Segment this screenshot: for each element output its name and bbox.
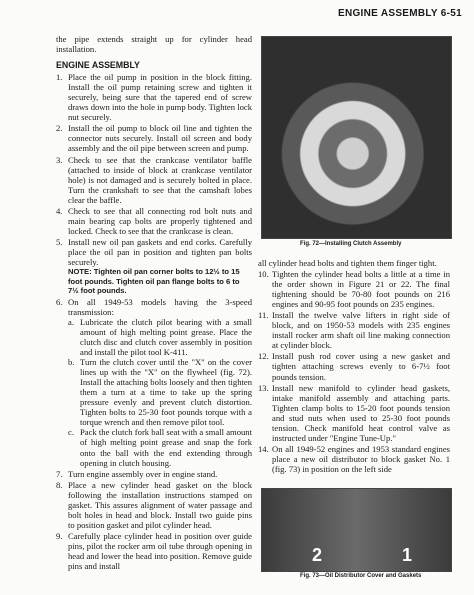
- step-text: Install the oil pump to block oil line and tighten the connector nuts securely. Install oil screen and body assembly and the oil pipe between screen and pump.: [68, 123, 252, 154]
- substep-text: Lubricate the clutch pilot bearing with a small amount of high melting point grease. Place the clutch disc and clutch cover assembly in position and install the pilot tool K-411.: [80, 316, 252, 358]
- substep-label: b.: [68, 357, 75, 368]
- step-number: 5.: [56, 236, 63, 247]
- step-item: [56, 237, 252, 267]
- substep-text: Pack the clutch fork ball seat with a small amount of high melting point grease and snap the fork onto the ball with the end extending through opening in clutch housing.: [80, 427, 252, 468]
- step-6: [56, 297, 252, 317]
- step-number: 10.: [258, 269, 269, 280]
- figure-73-caption: Fig. 73—Oil Distributor Cover and Gaskets: [300, 573, 422, 579]
- step-item: [258, 383, 450, 443]
- step-text: Install push rod cover using a new gasket and tighten attaching screws evenly to 6-7½ foot pounds tension.: [272, 351, 450, 382]
- step-text: Place the oil pump in position in the block fitting. Install the oil pump retaining screw and tighten it securely, being sure that the tapered end of screw draws down into the hole in pump body. Tighten lock nut securely.: [68, 72, 252, 123]
- note-text: NOTE: Tighten oil pan corner bolts to 12½ to 15 foot pounds. Tighten oil pan flange bolts to 6 to 7½ foot pounds.: [68, 267, 240, 296]
- step-item: [258, 444, 450, 474]
- oil-distributor-gaskets-photo: [261, 488, 452, 572]
- substep-label: c.: [68, 427, 74, 438]
- step-text: Check to see that the crankcase ventilator baffle (attached to inside of block at crankcase ventilator hole) is not damaged and is securely bolted in place. Turn the crankshaft to see that the camshaft lobes clear the baffle.: [68, 154, 252, 205]
- step-item: [56, 123, 252, 153]
- step-item: [258, 269, 450, 309]
- substep-text: Turn the clutch cover until the "X" on the cover lines up with the "X" on the flywheel (fig. 72). Install the attaching bolts loosely and then tighten them a turn at a time to take up the spring pressure evenly and prevent clutch distortion. Tighten bolts to 25-30 foot pounds torque with a torque wrench and then remove pilot tool.: [80, 357, 252, 428]
- step-number: 13.: [258, 382, 269, 393]
- step-number: 11.: [258, 310, 269, 321]
- step-number: 9.: [56, 530, 63, 541]
- step-number: 8.: [56, 479, 63, 490]
- step-item: [258, 351, 450, 381]
- step-number: 6.: [56, 296, 63, 307]
- step-number: 3.: [56, 154, 63, 165]
- left-column: [56, 34, 252, 571]
- intro-text: the pipe extends straight up for cylinder head installation.: [56, 34, 252, 55]
- substep-item: [68, 357, 252, 427]
- substep-item: [68, 317, 252, 357]
- step-item: [258, 310, 450, 350]
- continued-text: all cylinder head bolts and tighten them finger tight.: [258, 258, 437, 268]
- step-item: [56, 531, 252, 571]
- step-number: 14.: [258, 443, 269, 454]
- step-number: 7.: [56, 468, 63, 479]
- step-number: 2.: [56, 123, 63, 134]
- step-number: 4.: [56, 205, 63, 216]
- figure-72-caption: Fig. 72—Installing Clutch Assembly: [300, 241, 402, 247]
- step-text: On all 1949-53 models having the 3-speed transmission:: [68, 296, 252, 317]
- right-column: [258, 258, 450, 474]
- step-text: Tighten the cylinder head bolts a little at a time in the order shown in Figure 21 or 22. The final tightening should be 70-80 foot pounds on 216 engines and 90-95 foot pounds on 235 engines.: [272, 269, 450, 310]
- step-number: 12.: [258, 351, 269, 362]
- substep-label: a.: [68, 316, 74, 327]
- step-text: Place a new cylinder head gasket on the block following the installation instructions stamped on gasket. This assures alignment of water passage and bolt holes in head and block. Install two guide pins to position gasket and pilot cylinder head.: [68, 479, 252, 530]
- clutch-assembly-photo: [261, 36, 452, 239]
- step-number: 1.: [56, 72, 63, 83]
- step-text: Check to see that all connecting rod bolt nuts and main bearing cap bolts are properly tightened and locked. Check to see that the crankcase is clean.: [68, 205, 252, 236]
- step-text: Carefully place cylinder head in position over guide pins, pilot the rocker arm oil tube through opening in head and lower the head into position. Remove guide pins and install: [68, 530, 252, 572]
- step-item: [56, 206, 252, 236]
- step-text: Install the twelve valve lifters in right side of block, and on 1950-53 models with 235 engines install rocker arm shaft oil line making connection at cylinder block.: [272, 310, 450, 351]
- step-item: [56, 480, 252, 530]
- step-text: Install new manifold to cylinder head gaskets, intake manifold assembly and attaching parts. Tighten clamp bolts to 15-20 foot pounds tension and stud nuts when used to 25-30 foot pounds tension. Check manifold heat control valve as instructed under "Engine Tune-Up.": [272, 382, 450, 443]
- step-item: [56, 155, 252, 205]
- figure-label-1: 1: [402, 545, 413, 565]
- figure-label-2: 2: [312, 545, 323, 565]
- substep-item: [68, 427, 252, 467]
- step-item: [56, 469, 252, 479]
- step-text: Install new oil pan gaskets and end corks. Carefully place the oil pan in position and tighten pan bolts securely.: [68, 236, 252, 267]
- step-text: Turn engine assembly over in engine stand.: [68, 468, 218, 479]
- section-title: ENGINE ASSEMBLY: [56, 60, 140, 71]
- page-header: ENGINE ASSEMBLY 6-51: [337, 8, 462, 19]
- step-item: [56, 72, 252, 122]
- step-text: On all 1949-52 engines and 1953 standard engines place a new oil distributor to block gasket No. 1 (fig. 73) in position on the left side: [272, 443, 450, 474]
